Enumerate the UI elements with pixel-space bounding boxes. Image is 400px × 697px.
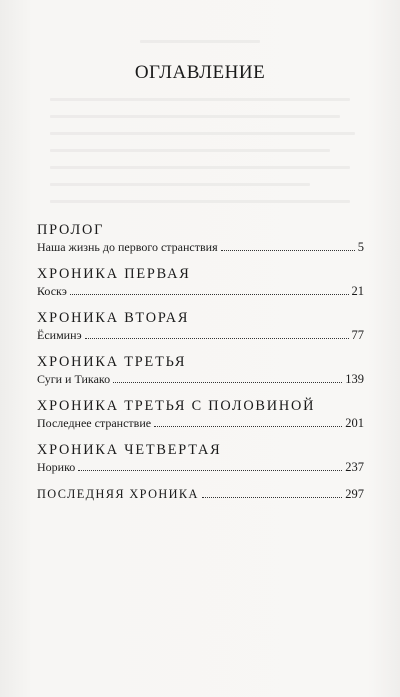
toc-entry-page: 21 (351, 284, 364, 298)
toc-section-heading: ХРОНИКА ПЕРВАЯ (37, 266, 191, 282)
show-through-text (50, 115, 340, 118)
toc-entry-title: Коскэ (37, 284, 67, 298)
toc-section (37, 486, 364, 502)
show-through-text (50, 166, 350, 169)
toc-entry-page: 5 (357, 240, 364, 254)
toc-section (37, 222, 364, 255)
toc-section-heading: ПРОЛОГ (37, 222, 105, 238)
toc-entry-page: 201 (345, 416, 364, 430)
show-through-text (50, 149, 330, 152)
toc-entry[interactable] (37, 486, 364, 502)
toc-entry[interactable] (37, 371, 364, 387)
toc-entry[interactable] (37, 415, 364, 431)
toc-entry-page: 77 (351, 328, 364, 342)
dot-leader (113, 381, 342, 383)
toc-entry[interactable] (37, 239, 364, 255)
dot-leader (85, 337, 349, 339)
toc-section (37, 398, 364, 431)
show-through-text (50, 98, 350, 101)
toc-entry[interactable] (37, 459, 364, 475)
toc-entry-title: Наша жизнь до первого странствия (37, 240, 218, 254)
toc-entry-title: Ёсиминэ (37, 328, 82, 342)
table-of-contents (37, 222, 364, 513)
show-through-text (50, 200, 350, 203)
toc-section-heading: ХРОНИКА ТРЕТЬЯ С ПОЛОВИНОЙ (37, 398, 316, 414)
toc-section (37, 266, 364, 299)
dot-leader (78, 469, 342, 471)
toc-entry-title: ПОСЛЕДНЯЯ ХРОНИКА (37, 487, 199, 501)
toc-section-heading: ХРОНИКА ЧЕТВЕРТАЯ (37, 442, 222, 458)
show-through-text (50, 183, 310, 186)
toc-entry-page: 139 (345, 372, 364, 386)
dot-leader (70, 293, 349, 295)
show-through-text (50, 132, 355, 135)
dot-leader (221, 249, 355, 251)
dot-leader (202, 496, 342, 498)
show-through-text (140, 40, 260, 43)
toc-entry-title: Суги и Тикако (37, 372, 111, 386)
dot-leader (154, 425, 342, 427)
toc-section (37, 442, 364, 475)
toc-section-heading: ХРОНИКА ТРЕТЬЯ (37, 354, 187, 370)
toc-entry-page: 237 (345, 460, 364, 474)
toc-entry-title: Последнее странствие (37, 416, 152, 430)
toc-section (37, 354, 364, 387)
page-title: ОГЛАВЛЕНИЕ (134, 62, 266, 83)
toc-section (37, 310, 364, 343)
toc-entry-title: Норико (37, 460, 76, 474)
toc-section-heading: ХРОНИКА ВТОРАЯ (37, 310, 190, 326)
toc-entry[interactable] (37, 327, 364, 343)
toc-entry[interactable] (37, 283, 364, 299)
toc-entry-page: 297 (345, 487, 364, 501)
